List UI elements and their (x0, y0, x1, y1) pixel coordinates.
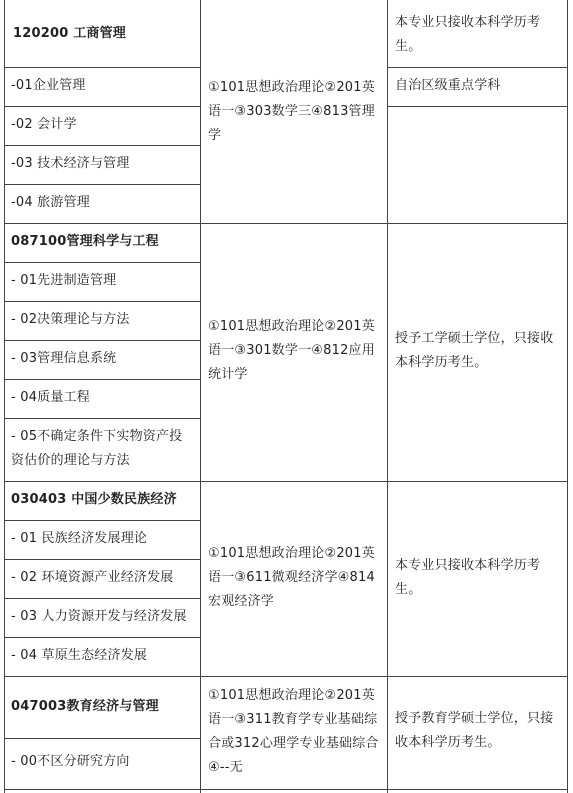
row-divider (387, 106, 568, 107)
row-divider (4, 145, 201, 146)
exam-subjects: ①101思想政治理论②201英语一③611微观经济学④814宏观经济学 (208, 546, 375, 609)
direction-item: -01企业管理 (11, 78, 86, 93)
direction-item: - 02 环境资源产业经济发展 (11, 570, 174, 585)
row-divider (4, 301, 201, 302)
direction-item: - 01先进制造管理 (11, 273, 117, 288)
remark: 本专业只接收本科学历考生。 (395, 15, 541, 54)
direction-item: -04 旅游管理 (11, 195, 90, 210)
major-title: 047003教育经济与管理 (11, 699, 159, 714)
direction-item: -02 会计学 (11, 117, 77, 132)
direction-item: - 05不确定条件下实物资产投资估价的理论与方法 (11, 429, 183, 468)
exam-subjects: ①101思想政治理论②201英语一③311教育学专业基础综合或312心理学专业基础综合④--无 (208, 688, 379, 775)
row-divider (4, 67, 201, 68)
block-separator (4, 481, 568, 482)
row-divider (4, 340, 201, 341)
row-divider (4, 637, 201, 638)
direction-item: - 00不区分研究方向 (11, 754, 130, 769)
admissions-table (4, 0, 568, 793)
row-divider (4, 379, 201, 380)
exam-subjects: ①101思想政治理论②201英语一③303数学三④813管理学 (208, 80, 375, 143)
row-divider (4, 184, 201, 185)
direction-item: - 01 民族经济发展理论 (11, 531, 148, 546)
exam-subjects: ①101思想政治理论②201英语一③301数学一④812应用统计学 (208, 319, 375, 382)
major-title: 087100管理科学与工程 (11, 234, 159, 249)
major-title: 120200 工商管理 (13, 26, 126, 41)
row-divider (4, 106, 201, 107)
block-separator (4, 223, 568, 224)
row-divider (4, 598, 201, 599)
row-divider (4, 738, 201, 739)
direction-item: - 04质量工程 (11, 390, 90, 405)
major-title: 030403 中国少数民族经济 (11, 492, 177, 507)
row-divider (387, 67, 568, 68)
direction-item: -03 技术经济与管理 (11, 156, 130, 171)
direction-item: - 03 人力资源开发与经济发展 (11, 609, 187, 624)
column-divider-1 (200, 0, 201, 793)
direction-item: - 03管理信息系统 (11, 351, 117, 366)
row-divider (4, 559, 201, 560)
direction-item: - 02决策理论与方法 (11, 312, 130, 327)
direction-item: - 04 草原生态经济发展 (11, 648, 148, 663)
block-separator (4, 789, 568, 790)
row-divider (4, 418, 201, 419)
column-divider-2 (387, 0, 388, 793)
remark: 本专业只接收本科学历考生。 (395, 558, 541, 597)
table-border-right (567, 0, 568, 793)
table-border-left (4, 0, 5, 793)
row-divider (4, 520, 201, 521)
row-divider (4, 262, 201, 263)
remark-key-discipline: 自治区级重点学科 (395, 78, 501, 93)
remark: 授予教育学硕士学位，只接收本科学历考生。 (395, 711, 554, 750)
remark: 授予工学硕士学位，只接收本科学历考生。 (395, 331, 554, 370)
block-separator (4, 676, 568, 677)
